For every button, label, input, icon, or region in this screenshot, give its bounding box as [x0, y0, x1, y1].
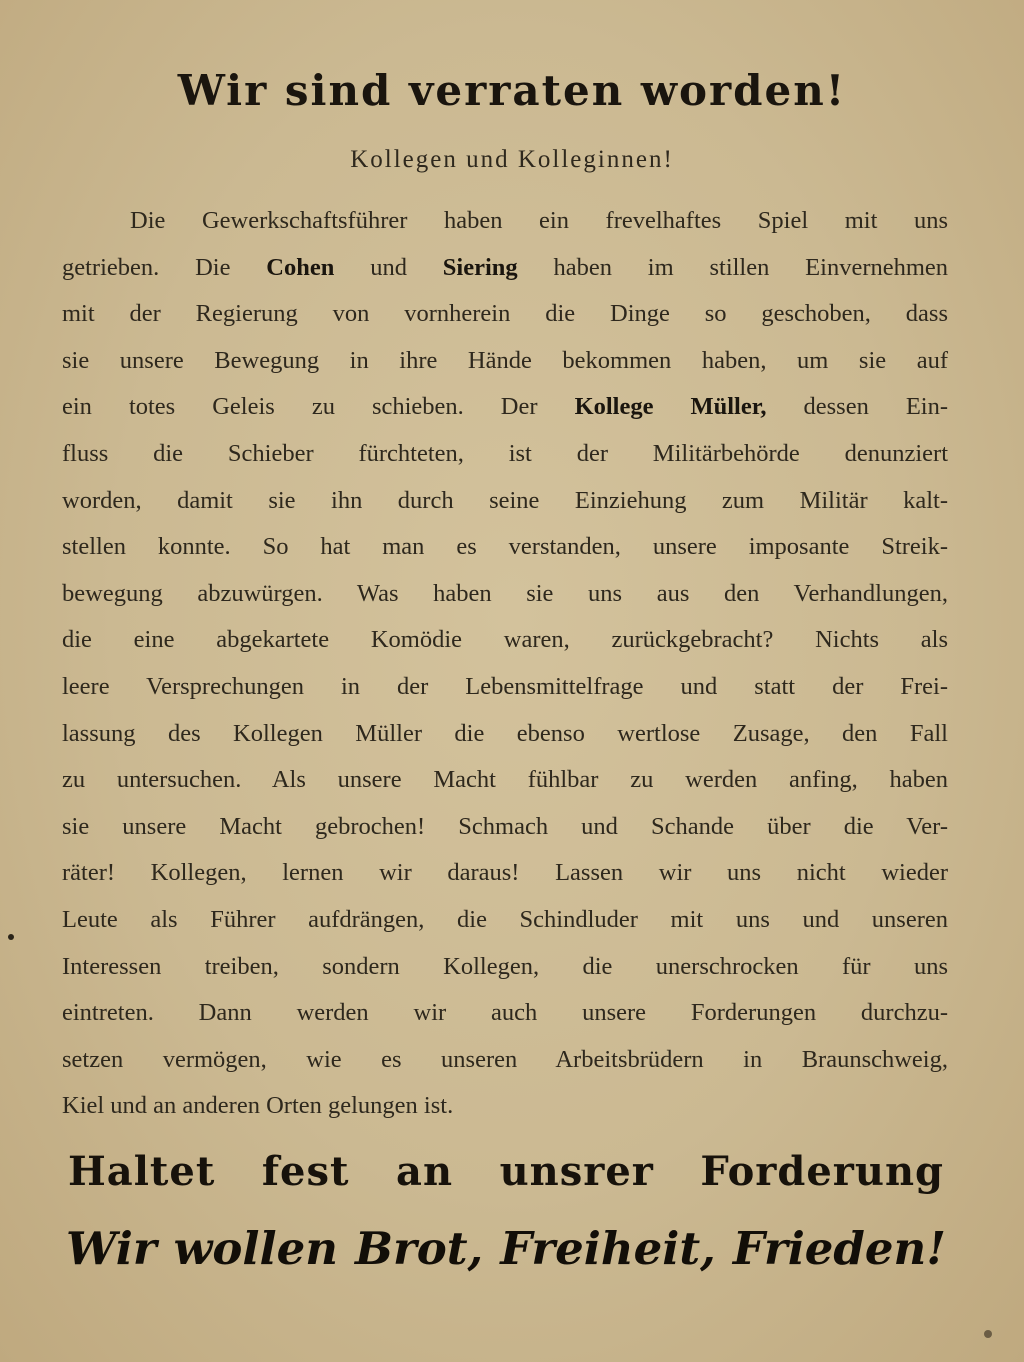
name-kollege-mueller: Kollege Müller, [574, 393, 767, 421]
text-line: sie unsere Macht gebrochen! Schmach und Schande über die Ver- [62, 812, 948, 840]
ink-speck [984, 1330, 992, 1338]
name-siering: Siering [442, 253, 518, 281]
text-line: worden, damit sie ihn durch seine Einziehung zum Militär kalt- [62, 486, 948, 514]
text-line: lassung des Kollegen Müller die ebenso wertlose Zusage, den Fall [62, 719, 948, 747]
text-line: Leute als Führer aufdrängen, die Schindluder mit uns und unseren [62, 905, 948, 933]
text-line: die eine abgekartete Komödie waren, zurückgebracht? Nichts als [62, 626, 948, 654]
text-line: Interessen treiben, sondern Kollegen, die unerschrocken für uns [62, 952, 948, 980]
text-line: bewegung abzuwürgen. Was haben sie uns aus den Verhandlungen, [62, 579, 948, 607]
name-cohen: Cohen [266, 253, 335, 281]
text-line: mit der Regierung von vornherein die Dinge so geschoben, dass [62, 300, 948, 328]
salutation: Kollegen und Kolleginnen! [350, 146, 674, 173]
text-line: getrieben. Die Cohen und Siering haben im stillen Einvernehmen [62, 253, 949, 281]
headline: Wir sind verraten worden! [177, 66, 847, 115]
text-line: räter! Kollegen, lernen wir daraus! Lassen wir uns nicht wieder [62, 859, 948, 887]
text-line: fluss die Schieber fürchteten, ist der Militärbehörde denunziert [62, 439, 948, 467]
body-paragraph [62, 198, 948, 1130]
slogan: Haltet fest an unsrer Forderung [68, 1148, 944, 1195]
text-line: sie unsere Bewegung in ihre Hände bekommen haben, um sie auf [62, 346, 948, 374]
text-line: Kiel und an anderen Orten gelungen ist. [62, 1092, 454, 1120]
text-line: stellen konnte. So hat man es verstanden, unsere imposante Streik- [62, 533, 948, 561]
text-line: zu untersuchen. Als unsere Macht fühlbar zu werden anfing, haben [62, 766, 948, 794]
text-line: leere Versprechungen in der Lebensmittelfrage und statt der Frei- [62, 672, 948, 700]
text-line: Die Gewerkschaftsführer haben ein frevelhaftes Spiel mit uns [130, 207, 948, 234]
text-line: ein totes Geleis zu schieben. Der Kollege Müller, dessen Ein- [62, 393, 949, 421]
text-line: eintreten. Dann werden wir auch unsere Forderungen durchzu- [62, 999, 948, 1027]
demand: Wir wollen Brot, Freiheit, Frieden! [66, 1222, 946, 1275]
ink-speck [8, 934, 14, 940]
text-line: setzen vermögen, wie es unseren Arbeitsbrüdern in Braunschweig, [62, 1045, 948, 1073]
